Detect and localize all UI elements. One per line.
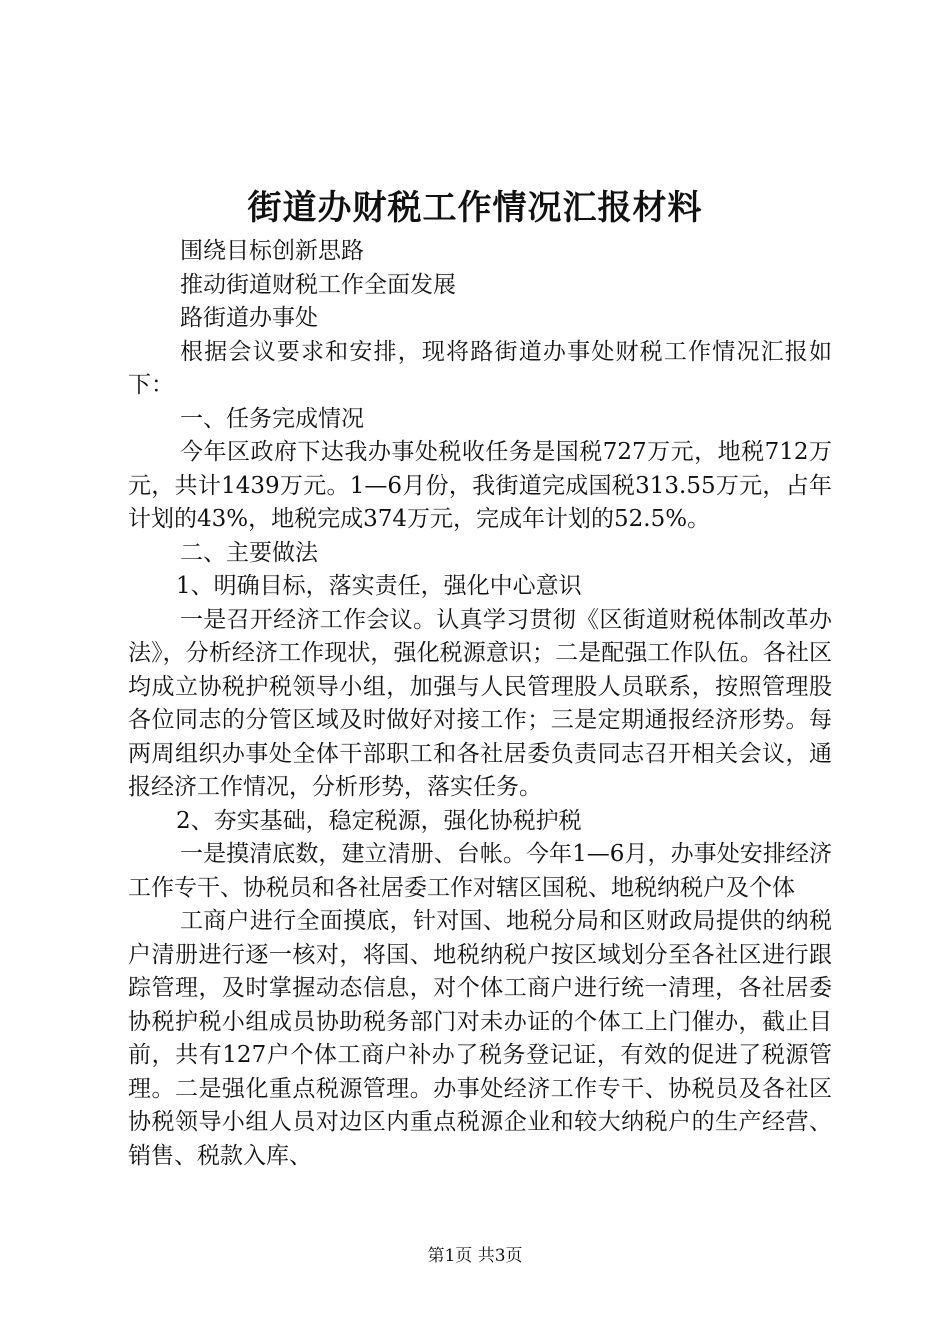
paragraph-subtitle-1: 围绕目标创新思路: [180, 238, 364, 264]
paragraph-measures-1: 一是召开经济工作会议。认真学习贯彻《区街道财税体制改革办法》，分析经济工作现状，强化税源意识；二是配强工作队伍。各社区均成立协税护税领导小组，加强与人民管理股人员联系，按照管理股各位同志的分管区域及时做好对接工作；三是定期通报经济形势。每两周组织办事处全体干部职工和各社居委负责同志召开相关会议，通报经济工作情况，分析形势，落实任务。: [128, 606, 832, 800]
section-heading-2: 二、主要做法: [180, 539, 318, 566]
document-body: [128, 235, 832, 1173]
paragraph-measures-2a: 一是摸清底数，建立清册、台帐。今年1—6月，办事处安排经济工作专干、协税员和各社居委工作对辖区国税、地税纳税户及个体: [128, 841, 832, 901]
paragraph-author: 路街道办事处: [180, 305, 318, 331]
paragraph-measures-2b: 工商户进行全面摸底，针对国、地税分局和区财政局提供的纳税户清册进行逐一核对，将国、地税纳税户按区域划分至各社区进行跟踪管理，及时掌握动态信息，对个体工商户进行统一清理，各社居委协税护税小组成员协助税务部门对未办证的个体工上门催办，截止目前，共有127户个体工商户补办了税务登记证，有效的促进了税源管理。二是强化重点税源管理。办事处经济工作专干、协税员及各社区协税领导小组人员对边区内重点税源企业和较大纳税户的生产经营、销售、税款入库、: [128, 908, 832, 1169]
section-heading-1: 一、任务完成情况: [180, 405, 364, 432]
paragraph-intro: 根据会议要求和安排，现将路街道办事处财税工作情况汇报如下：: [128, 338, 832, 398]
page-number: 第1页 共3页: [427, 1246, 523, 1266]
document-title: 街道办财税工作情况汇报材料: [247, 188, 703, 228]
subsection-heading-2: 2、夯实基础，稳定税源，强化协税护税: [176, 807, 582, 834]
paragraph-task-status: 今年区政府下达我办事处税收任务是国税727万元，地税712万元，共计1439万元。1—6月份，我街道完成国税313.55万元，占年计划的43%，地税完成374万元，完成年计划的52.5%。: [128, 439, 832, 532]
paragraph-subtitle-2: 推动街道财税工作全面发展: [180, 271, 456, 298]
subsection-heading-1: 1、明确目标，落实责任，强化中心意识: [176, 573, 582, 599]
